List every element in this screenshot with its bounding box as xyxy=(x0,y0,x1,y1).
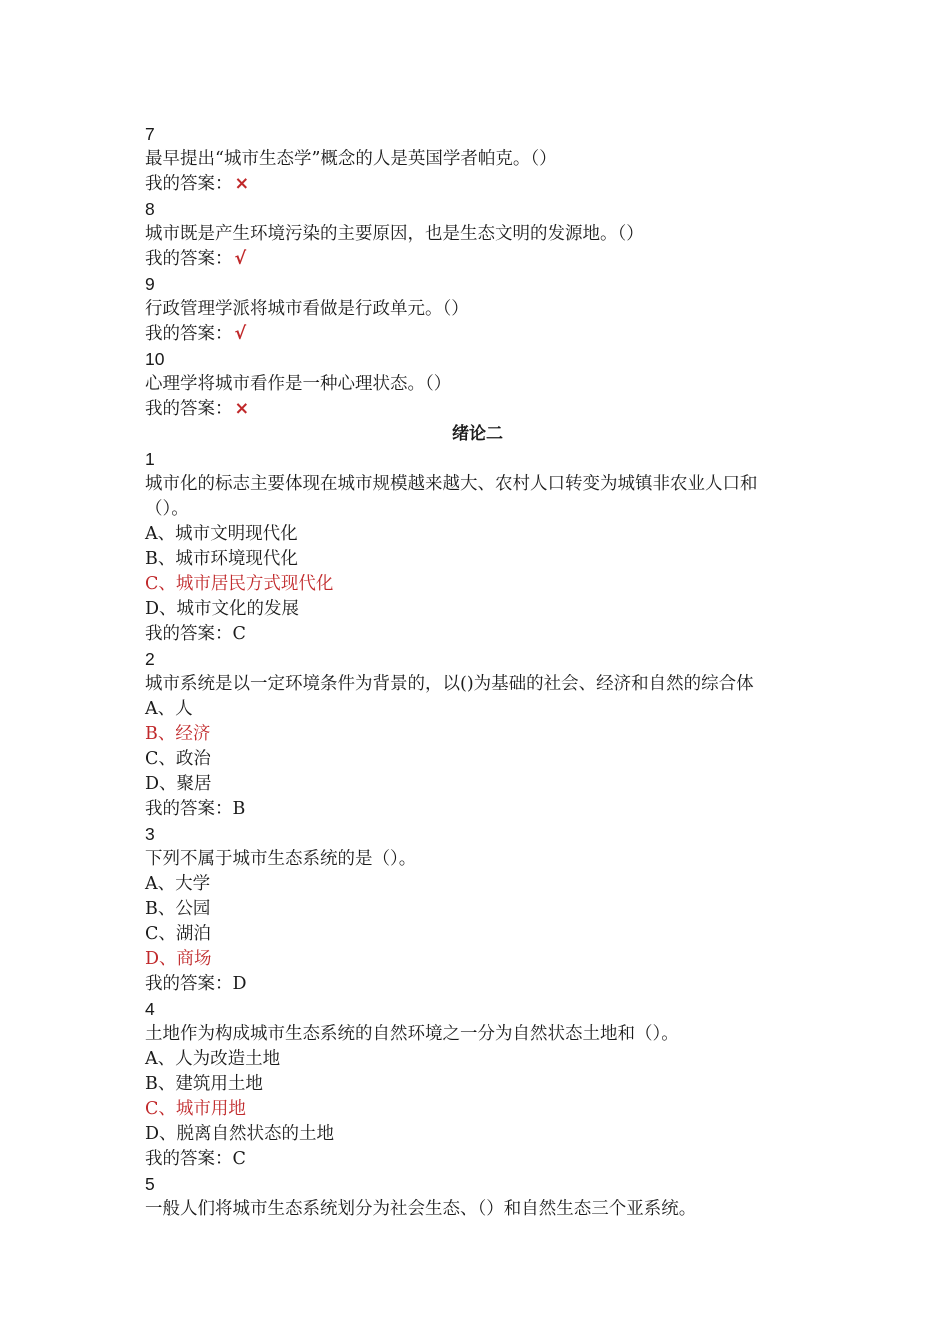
check-mark-icon: √ xyxy=(234,249,247,269)
question-text: 行政管理学派将城市看做是行政单元。（） xyxy=(145,299,469,319)
answer-line xyxy=(145,172,810,197)
option-a: A、大学 xyxy=(145,874,211,894)
answer-line: 我的答案：D xyxy=(145,974,247,994)
question-text: 一般人们将城市生态系统划分为社会生态、（）和自然生态三个亚系统。 xyxy=(145,1199,697,1219)
answer-line: 我的答案：B xyxy=(145,799,246,819)
wrong-mark-icon: × xyxy=(234,399,250,419)
option-b-correct: B、经济 xyxy=(145,724,211,744)
option-d: D、城市文化的发展 xyxy=(145,599,300,619)
question-number: 1 xyxy=(145,449,155,469)
question-number: 4 xyxy=(145,999,155,1019)
option-d-correct: D、商场 xyxy=(145,949,212,969)
answer-line xyxy=(145,247,810,272)
question-number: 3 xyxy=(145,824,155,844)
answer-line: 我的答案：C xyxy=(145,624,246,644)
answer-label: 我的答案： xyxy=(145,324,233,344)
question-number: 7 xyxy=(145,124,155,144)
question-text-continued: （）。 xyxy=(145,499,189,519)
wrong-mark-icon: × xyxy=(234,174,250,194)
question-text: 下列不属于城市生态系统的是（）。 xyxy=(145,849,417,869)
question-number: 2 xyxy=(145,649,155,669)
question-number: 8 xyxy=(145,199,155,219)
check-mark-icon: √ xyxy=(234,324,247,344)
option-b: B、建筑用土地 xyxy=(145,1074,263,1094)
option-c-correct: C、城市用地 xyxy=(145,1099,246,1119)
question-text: 心理学将城市看作是一种心理状态。（） xyxy=(145,374,452,394)
answer-line xyxy=(145,397,810,422)
question-text: 城市系统是以一定环境条件为背景的，以()为基础的社会、经济和自然的综合体 xyxy=(145,674,754,694)
option-a: A、人为改造土地 xyxy=(145,1049,281,1069)
option-c-correct: C、城市居民方式现代化 xyxy=(145,574,334,594)
option-c: C、政治 xyxy=(145,749,211,769)
option-d: D、脱离自然状态的土地 xyxy=(145,1124,335,1144)
question-number: 10 xyxy=(145,349,165,369)
answer-line: 我的答案：C xyxy=(145,1149,246,1169)
section-title: 绪论二 xyxy=(452,424,503,444)
question-text: 土地作为构成城市生态系统的自然环境之一分为自然状态土地和（）。 xyxy=(145,1024,679,1044)
document-page xyxy=(145,122,810,1222)
answer-label: 我的答案： xyxy=(145,249,233,269)
question-number: 9 xyxy=(145,274,155,294)
question-text: 城市既是产生环境污染的主要原因，也是生态文明的发源地。（） xyxy=(145,224,644,244)
question-text: 最早提出“城市生态学”概念的人是英国学者帕克。（） xyxy=(145,149,557,169)
option-a: A、人 xyxy=(145,699,193,719)
option-b: B、公园 xyxy=(145,899,211,919)
option-c: C、湖泊 xyxy=(145,924,211,944)
answer-label: 我的答案： xyxy=(145,174,233,194)
question-text: 城市化的标志主要体现在城市规模越来越大、农村人口转变为城镇非农业人口和 xyxy=(145,474,758,494)
question-number: 5 xyxy=(145,1174,155,1194)
answer-line xyxy=(145,322,810,347)
option-a: A、城市文明现代化 xyxy=(145,524,298,544)
option-b: B、城市环境现代化 xyxy=(145,549,298,569)
option-d: D、聚居 xyxy=(145,774,212,794)
answer-label: 我的答案： xyxy=(145,399,233,419)
